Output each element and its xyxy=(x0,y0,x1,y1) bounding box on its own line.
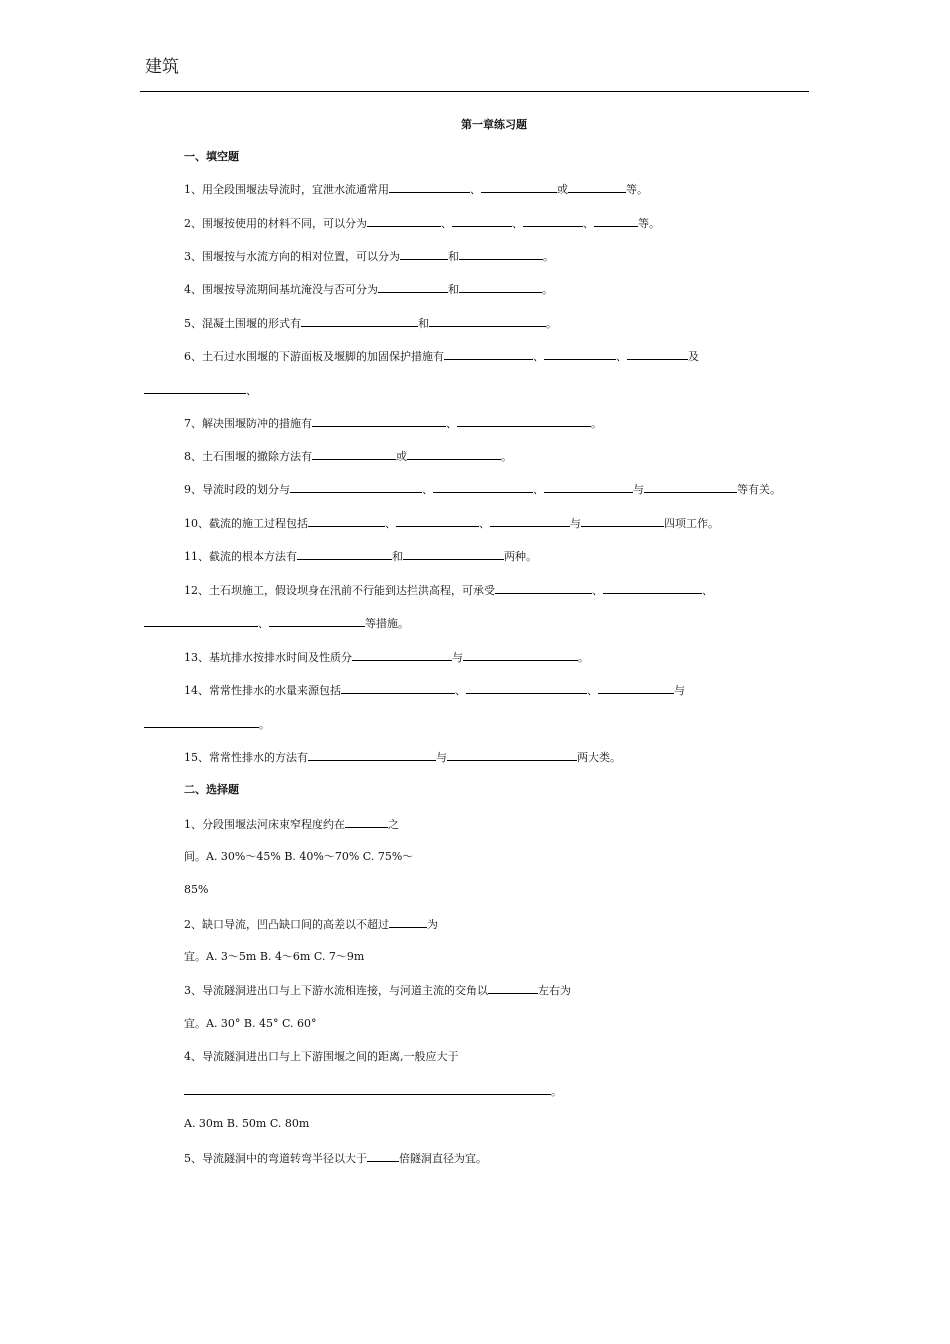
q-text: 、 xyxy=(455,684,466,697)
q-text: 等有关。 xyxy=(737,483,781,496)
blank xyxy=(184,1083,551,1095)
blank xyxy=(367,215,441,227)
blank xyxy=(463,649,578,661)
fill-q9 xyxy=(184,481,781,498)
q-text: 3、导流隧洞进出口与上下游水流相连接，与河道主流的交角以 xyxy=(184,984,488,997)
blank xyxy=(389,181,470,193)
q-text: 及 xyxy=(688,350,699,363)
q-text: 。 xyxy=(546,317,557,330)
q-text: 。 xyxy=(543,250,554,263)
blank xyxy=(447,749,577,761)
blank xyxy=(544,481,633,493)
q-text: 1、用全段围堰法导流时，宜泄水流通常用 xyxy=(184,183,389,196)
fill-q14-cont xyxy=(144,716,270,733)
q-text: 为 xyxy=(427,918,438,931)
blank xyxy=(269,615,365,627)
q-text: 、 xyxy=(446,417,457,430)
blank xyxy=(598,682,674,694)
q-text: 和 xyxy=(392,550,403,563)
blank xyxy=(308,515,385,527)
q-text: 3、围堰按与水流方向的相对位置，可以分为 xyxy=(184,250,400,263)
q-text: 。 xyxy=(501,450,512,463)
section-fill-heading: 一、填空题 xyxy=(184,150,239,163)
blank xyxy=(459,248,543,260)
q-text: 、 xyxy=(533,350,544,363)
q-text: 左右为 xyxy=(538,984,571,997)
blank xyxy=(308,749,436,761)
fill-q2 xyxy=(184,215,660,232)
blank xyxy=(290,481,422,493)
q-text: 与 xyxy=(452,651,463,664)
q-text: 、 xyxy=(385,517,396,530)
choice-q2 xyxy=(184,916,438,933)
q-text: 6、土石过水围堰的下游面板及堰脚的加固保护措施有 xyxy=(184,350,444,363)
fill-q1 xyxy=(184,181,648,198)
fill-q14 xyxy=(184,682,685,699)
q-text: 与 xyxy=(633,483,644,496)
fill-q12-cont xyxy=(144,615,409,632)
q-text: 与 xyxy=(436,751,447,764)
blank xyxy=(389,916,427,928)
blank xyxy=(312,415,446,427)
q-text: 、 xyxy=(533,483,544,496)
choice-q1 xyxy=(184,816,399,833)
q-text: 14、常常性排水的水量来源包括 xyxy=(184,684,341,697)
chapter-title: 第一章练习题 xyxy=(461,118,527,131)
q-text: 和 xyxy=(448,250,459,263)
choice-q3 xyxy=(184,982,571,999)
fill-q12 xyxy=(184,582,713,599)
q-text: 倍隧洞直径为宜。 xyxy=(399,1152,487,1165)
q-text: 12、土石坝施工，假设坝身在汛前不行能到达拦洪高程，可承受 xyxy=(184,584,495,597)
blank xyxy=(345,816,388,828)
q-text: 之 xyxy=(388,818,399,831)
q-text: 、 xyxy=(512,217,523,230)
blank xyxy=(378,281,448,293)
q-text: 9、导流时段的划分与 xyxy=(184,483,290,496)
q-text: 11、截流的根本方法有 xyxy=(184,550,297,563)
q-text: 或 xyxy=(557,183,568,196)
q-text: 、 xyxy=(422,483,433,496)
q-text: 7、解决围堰防冲的措施有 xyxy=(184,417,312,430)
section-choice-heading: 二、选择题 xyxy=(184,783,239,796)
choice-q2-options: 宜。A. 3～5m B. 4～6m C. 7～9m xyxy=(184,950,365,963)
choice-q4-options: A. 30m B. 50m C. 80m xyxy=(184,1117,310,1130)
fill-q3 xyxy=(184,248,554,265)
q-text: 等。 xyxy=(626,183,648,196)
blank xyxy=(490,515,570,527)
blank xyxy=(433,481,533,493)
q-text: 4、围堰按导流期间基坑淹没与否可分为 xyxy=(184,283,378,296)
q-text: 2、缺口导流，凹凸缺口间的高差以不超过 xyxy=(184,918,389,931)
q-text: 。 xyxy=(591,417,602,430)
header-title: 建筑 xyxy=(145,57,179,77)
blank xyxy=(581,515,664,527)
q-text: 两种。 xyxy=(504,550,537,563)
q-text: 15、常常性排水的方法有 xyxy=(184,751,308,764)
blank xyxy=(341,682,455,694)
q-text: 两大类。 xyxy=(577,751,621,764)
q-text: 1、分段围堰法河床束窄程度约在 xyxy=(184,818,345,831)
q-text: 。 xyxy=(551,1085,562,1098)
blank xyxy=(452,215,512,227)
fill-q15 xyxy=(184,749,621,766)
blank xyxy=(481,181,557,193)
blank xyxy=(495,582,592,594)
q-text: 。 xyxy=(542,283,553,296)
q-text: 、 xyxy=(592,584,603,597)
q-text: 。 xyxy=(578,651,589,664)
blank xyxy=(466,682,587,694)
q-text: 、 xyxy=(583,217,594,230)
blank xyxy=(594,215,638,227)
blank xyxy=(429,315,546,327)
blank xyxy=(459,281,542,293)
q-text: 5、导流隧洞中的弯道转弯半径以大于 xyxy=(184,1152,367,1165)
q-text: 、 xyxy=(479,517,490,530)
blank xyxy=(523,215,583,227)
q-text: 和 xyxy=(448,283,459,296)
q-text: 。 xyxy=(259,718,270,731)
q-text: 2、围堰按使用的材料不同，可以分为 xyxy=(184,217,367,230)
q-text: 、 xyxy=(702,584,713,597)
blank xyxy=(144,716,259,728)
blank xyxy=(407,448,501,460)
fill-q8 xyxy=(184,448,512,465)
blank xyxy=(144,615,258,627)
blank xyxy=(367,1150,399,1162)
blank xyxy=(312,448,396,460)
q-text: 或 xyxy=(396,450,407,463)
q-text: 和 xyxy=(418,317,429,330)
q-text: 、 xyxy=(616,350,627,363)
blank xyxy=(644,481,737,493)
blank xyxy=(568,181,626,193)
q-text: 、 xyxy=(246,384,257,397)
choice-q3-options: 宜。A. 30° B. 45° C. 60° xyxy=(184,1017,317,1030)
blank xyxy=(352,649,452,661)
blank xyxy=(444,348,533,360)
blank xyxy=(396,515,479,527)
choice-q4-blank-line xyxy=(184,1083,562,1100)
q-text: 与 xyxy=(570,517,581,530)
blank xyxy=(488,982,538,994)
q-text: 、 xyxy=(470,183,481,196)
blank xyxy=(544,348,616,360)
blank xyxy=(627,348,688,360)
q-text: 4、导流隧洞进出口与上下游围堰之间的距离,一般应大于 xyxy=(184,1050,459,1063)
q-text: 等。 xyxy=(638,217,660,230)
blank xyxy=(144,382,246,394)
q-text: 13、基坑排水按排水时间及性质分 xyxy=(184,651,352,664)
header-rule xyxy=(140,91,809,92)
blank xyxy=(297,548,392,560)
q-text: 10、截流的施工过程包括 xyxy=(184,517,308,530)
fill-q5 xyxy=(184,315,557,332)
fill-q6-cont xyxy=(144,382,257,399)
fill-q6 xyxy=(184,348,699,365)
fill-q13 xyxy=(184,649,589,666)
fill-q11 xyxy=(184,548,537,565)
blank xyxy=(603,582,702,594)
fill-q10 xyxy=(184,515,719,532)
q-text: 5、混凝土围堰的形式有 xyxy=(184,317,301,330)
q-text: 、 xyxy=(441,217,452,230)
choice-q4 xyxy=(184,1049,459,1065)
blank xyxy=(457,415,591,427)
q-text: 等措施。 xyxy=(365,617,409,630)
q-text: 与 xyxy=(674,684,685,697)
q-text: 、 xyxy=(587,684,598,697)
choice-q5 xyxy=(184,1150,487,1167)
q-text: 四项工作。 xyxy=(664,517,719,530)
q-text: 8、土石围堰的撤除方法有 xyxy=(184,450,312,463)
q-text: 、 xyxy=(258,617,269,630)
choice-q1-options-cont: 85% xyxy=(184,883,209,896)
blank xyxy=(301,315,418,327)
blank xyxy=(400,248,448,260)
blank xyxy=(403,548,504,560)
fill-q7 xyxy=(184,415,602,432)
fill-q4 xyxy=(184,281,553,298)
choice-q1-options: 间。A. 30%～45% B. 40%～70% C. 75%～ xyxy=(184,850,414,863)
